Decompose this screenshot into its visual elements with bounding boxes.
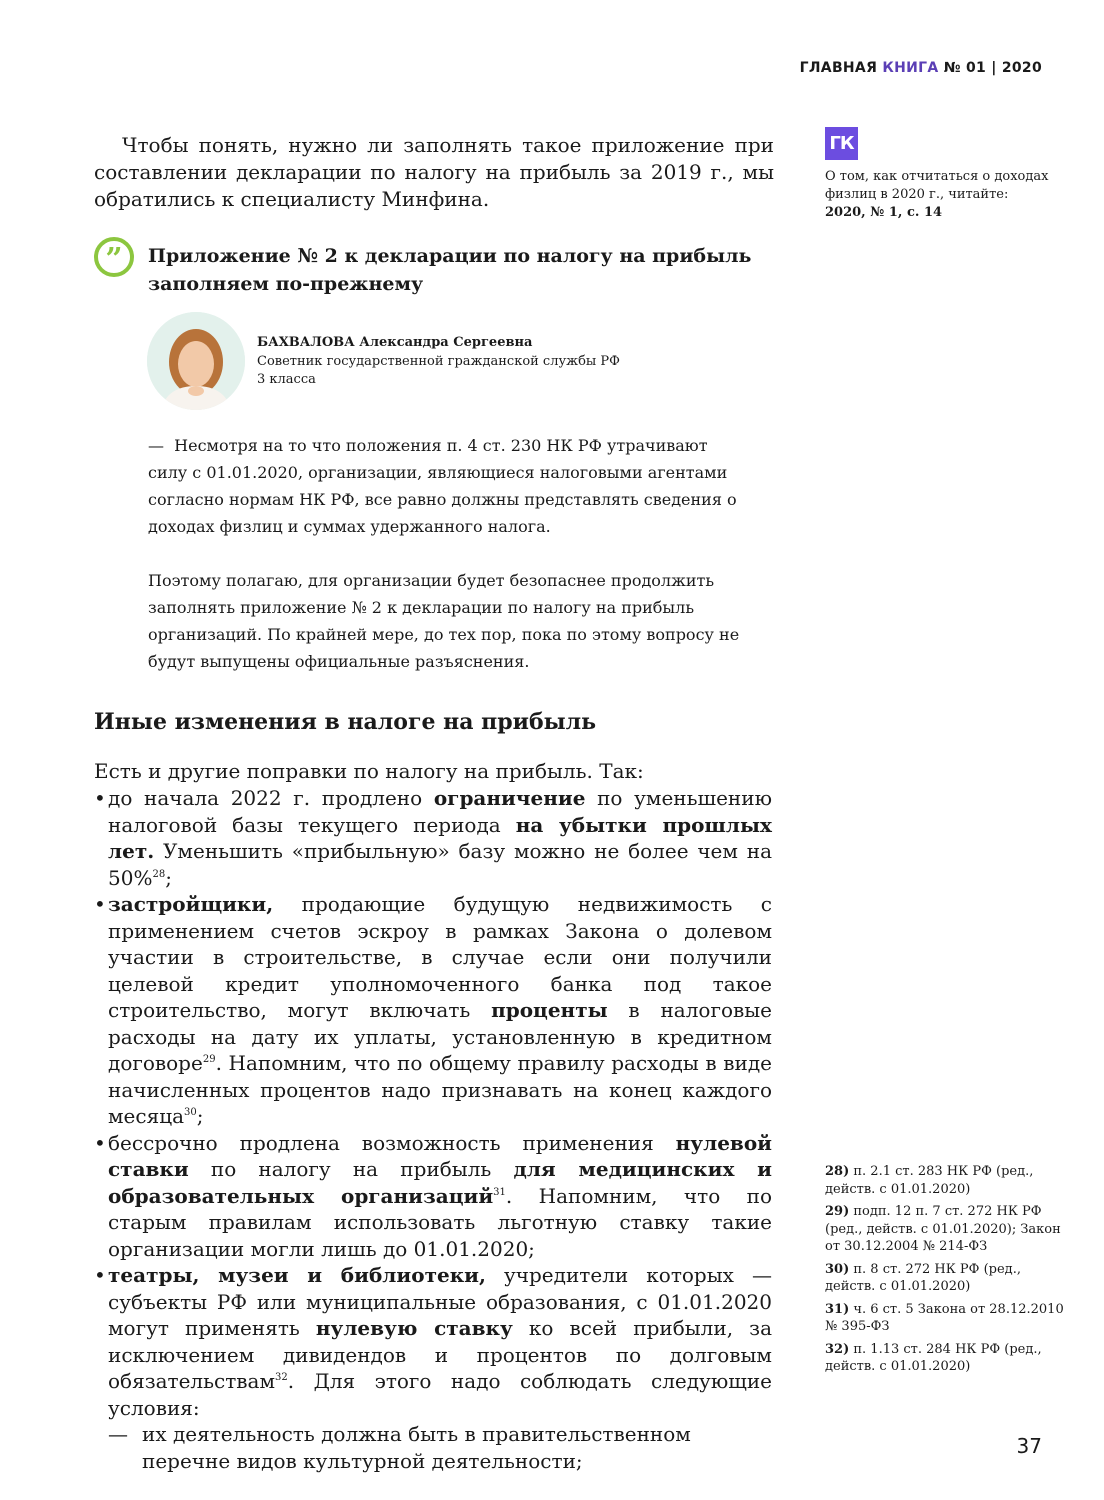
changes-list (94, 785, 772, 1474)
svg-text:”: ” (105, 242, 123, 277)
quote-dash: — (148, 436, 164, 455)
brand-name-accent: КНИГА (882, 60, 939, 76)
intro-paragraph: Чтобы понять, нужно ли заполнять такое приложение при составлении декларации по налогу на прибыль за 2019 г., мы обратились к специалисту Минфина. (94, 133, 774, 211)
expert-role (257, 353, 637, 389)
quote-icon (93, 236, 135, 278)
section-heading: Иные изменения в налоге на прибыль (94, 709, 597, 735)
footnote-ref: 29 (202, 1054, 216, 1065)
list-intro: Есть и другие поправки по налогу на прибыль. Так: (94, 759, 644, 783)
quote-paragraph-2: Поэтому полагаю, для организации будет безопаснее продолжить заполнять приложение № 2 к декларации по налогу на прибыль организаций. По крайней мере, до тех пор, пока по этому вопросу не будут выпущены официальные разъяснения. (148, 571, 740, 671)
footnote: 31) ч. 6 ст. 5 Закона от 28.12.2010 № 395-ФЗ (825, 1301, 1064, 1334)
page-number: 37 (1016, 1434, 1042, 1458)
footnotes (825, 1163, 1065, 1381)
list-item: • театры, музеи и библиотеки, учредители которых — субъекты РФ или муниципальные образования, с 01.01.2020 могут применять нулевую ставку ко всей прибыли, за исключением дивидендов и процентов по долговым обязательствам$^{32}$. Для этого надо соблюдать следующие условия: — их деятельность должна быть в правительственном перечне видов культурной деятельности; (94, 1262, 772, 1474)
sidebar-note (825, 168, 1055, 222)
footnote-ref: 30 (184, 1107, 197, 1118)
portrait-image (147, 312, 245, 410)
footnote: 32) п. 1.13 ст. 284 НК РФ (ред., действ. с 01.01.2020) (825, 1341, 1042, 1374)
list-item: • бессрочно продлена возможность применения нулевой ставки по налогу на прибыль для медицинских и образовательных организаций$^{31}$. Напомним, что по старым правилам использовать льготную ставку такие организации могли лишь до 01.01.2020; (94, 1130, 772, 1263)
quote-paragraph-1-text: Несмотря на то что положения п. 4 ст. 230 НК РФ утрачивают силу с 01.01.2020, организации, являющиеся налоговыми агентами согласно нормам НК РФ, все равно должны представлять сведения о доходах физлиц и суммах удержанного налога. (148, 436, 737, 536)
footnote: 29) подп. 12 п. 7 ст. 272 НК РФ (ред., действ. с 01.01.2020); Закон от 30.12.2004 № 214-ФЗ (825, 1204, 1061, 1254)
footnote: 30) п. 8 ст. 272 НК РФ (ред., действ. с 01.01.2020) (825, 1261, 1021, 1294)
quote-title: Приложение № 2 к декларации по налогу на прибыль заполняем по-прежнему (148, 245, 752, 295)
sidebar-reference[interactable]: 2020, № 1, с. 14 (825, 205, 943, 220)
expert-avatar (147, 312, 245, 410)
list-item: • до начала 2022 г. продлено ограничение по уменьшению налоговой базы текущего периода на убытки прошлых лет. Уменьшить «прибыльную» базу можно не более чем на 50%$^{28}$; (94, 785, 772, 891)
conditions-list (108, 1421, 772, 1474)
sidebar-note-text: О том, как отчитаться о доходах физлиц в 2020 г., читайте: (825, 169, 1049, 202)
expert-role-line-1: Советник государственной гражданской службы РФ (257, 354, 620, 369)
footnote-ref: 31 (493, 1186, 506, 1198)
list-item: • застройщики, продающие будущую недвижимость с применением счетов эскроу в рамках Закона о долевом участии в строительстве, в случае если они получили целевой кредит уполномоченного банка под такое строительство, могут включать проценты в налоговые расходы на дату их уплаты, установленную в кредитном договоре$^{29}$. Напомним, что по общему правилу расходы в виде начисленных процентов надо признавать на конец каждого месяца$^{30}$; (94, 891, 772, 1130)
gk-logo: ГК (825, 127, 858, 160)
footnote-ref: 32 (275, 1372, 288, 1383)
issue-number: № 01 | 2020 (943, 60, 1042, 76)
condition-item: — их деятельность должна быть в правительственном перечне видов культурной деятельности; (108, 1422, 691, 1473)
footnote: 28) п. 2.1 ст. 283 НК РФ (ред., действ. с 01.01.2020) (825, 1164, 1034, 1197)
brand-name: ГЛАВНАЯ (799, 60, 878, 76)
quote-paragraph-1 (148, 432, 748, 540)
expert-name: БАХВАЛОВА Александра Сергеевна (257, 335, 533, 350)
footnote-ref: 28 (152, 868, 166, 880)
running-header (800, 60, 1042, 76)
expert-role-line-2: 3 класса (257, 372, 316, 387)
